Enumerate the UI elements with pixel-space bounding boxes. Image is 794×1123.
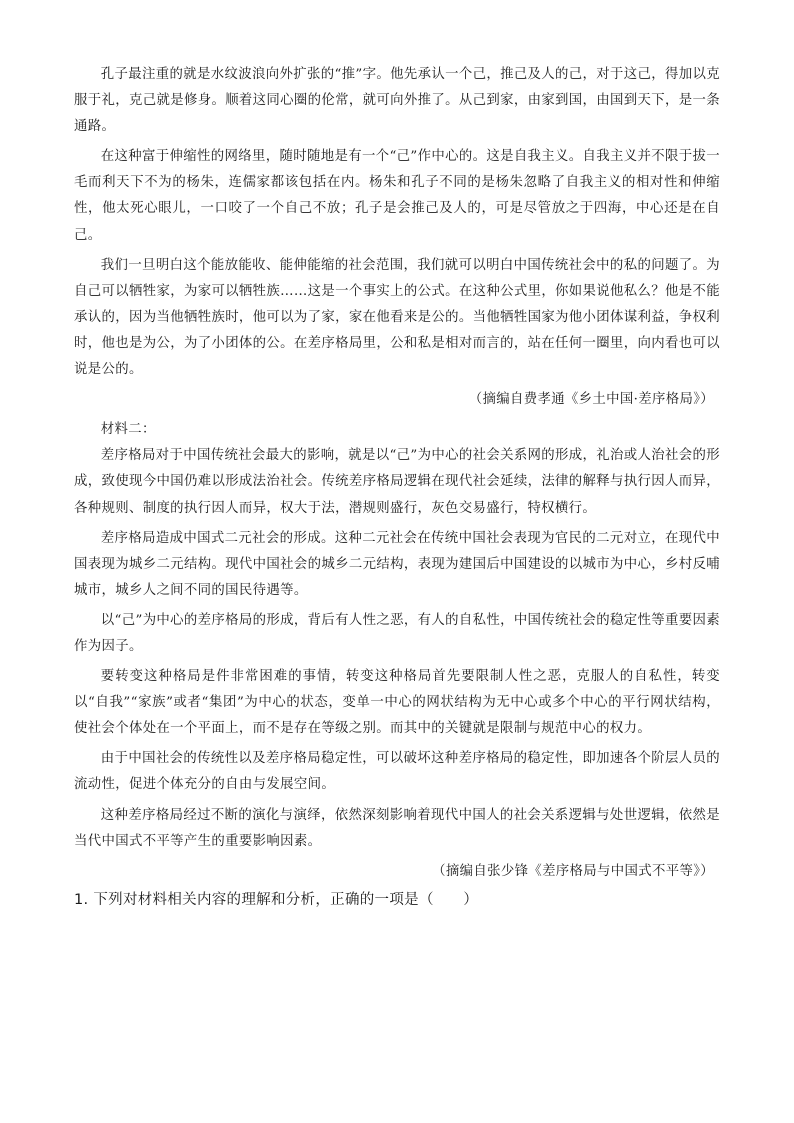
material-two-paragraph: 由于中国社会的传统性以及差序格局稳定性，可以破坏这种差序格局的稳定性，即加速各个阶层人员的流动性，促进个体充分的自由与发展空间。: [74, 751, 720, 793]
material-two-paragraph: 差序格局造成中国式二元社会的形成。这种二元社会在传统中国社会表现为官民的二元对立，在现代中国表现为城乡二元结构。现代中国社会的城乡二元结构，表现为建国后中国建设的以城市为中心，乡村反哺城市，城乡人之间不同的国民待遇等。: [74, 530, 720, 598]
material-two-paragraph: 要转变这种格局是件非常困难的事情，转变这种格局首先要限制人性之恶，克服人的自私性，转变以“自我”“家族”或者“集团”为中心的状态，变单一中心的网状结构为无中心或多个中心的平行网状结构，使社会个体处在一个平面上，而不是存在等级之别。而其中的关键就是限制与规范中心的权力。: [74, 669, 720, 737]
material-two-paragraph: 这种差序格局经过不断的演化与演绎，依然深刻影响着现代中国人的社会关系逻辑与处世逻辑，依然是当代中国式不平等产生的重要影响因素。: [74, 807, 720, 849]
question-stem: 1. 下列对材料相关内容的理解和分析，正确的一项是（ ）: [74, 891, 479, 908]
material-two-paragraph: 以“己”为中心的差序格局的形成，背后有人性之恶，有人的自私性，中国传统社会的稳定性等重要因素作为因子。: [74, 612, 720, 654]
document-page: [74, 62, 720, 913]
material-one-paragraph: 孔子最注重的就是水纹波浪向外扩张的“推”字。他先承认一个己，推己及人的己，对于这己，得加以克服于礼，克己就是修身。顺着这同心圈的伦常，就可向外推了。从己到家，由家到国，由国到天下，是一条通路。: [74, 67, 720, 135]
material-one-paragraph: 我们一旦明白这个能放能收、能伸能缩的社会范围，我们就可以明白中国传统社会中的私的问题了。为自己可以牺牲家，为家可以牺牲族……这是一个事实上的公式。在这种公式里，你如果说他私么？他是不能承认的，因为当他牺牲族时，他可以为了家，家在他看来是公的。当他牺牲国家为他小团体谋利益，争权利时，他也是为公，为了小团体的公。在差序格局里，公和私是相对而言的，站在任何一圈里，向内看也可以说是公的。: [74, 257, 720, 378]
material-two-paragraph: 差序格局对于中国传统社会最大的影响，就是以“己”为中心的社会关系网的形成，礼治或人治社会的形成，致使现今中国仍难以形成法治社会。传统差序格局逻辑在现代社会延续，法律的解释与执行因人而异，各种规则、制度的执行因人而异，权大于法，潜规则盛行，灰色交易盛行，特权横行。: [74, 448, 720, 516]
material-two-label: 材料二：: [100, 422, 156, 438]
material-two-source: （摘编自张少锋《差序格局与中国式不平等》）: [432, 863, 714, 879]
material-one-source: （摘编自费孝通《乡土中国·差序格局》）: [468, 392, 714, 408]
material-one-paragraph: 在这种富于伸缩性的网络里，随时随地是有一个“己”作中心的。这是自我主义。自我主义并不限于拔一毛而利天下不为的杨朱，连儒家都该包括在内。杨朱和孔子不同的是杨朱忽略了自我主义的相对性和伸缩性，他太死心眼儿，一口咬了一个自己不放；孔子是会推己及人的，可是尽管放之于四海，中心还是在自己。: [74, 149, 720, 243]
